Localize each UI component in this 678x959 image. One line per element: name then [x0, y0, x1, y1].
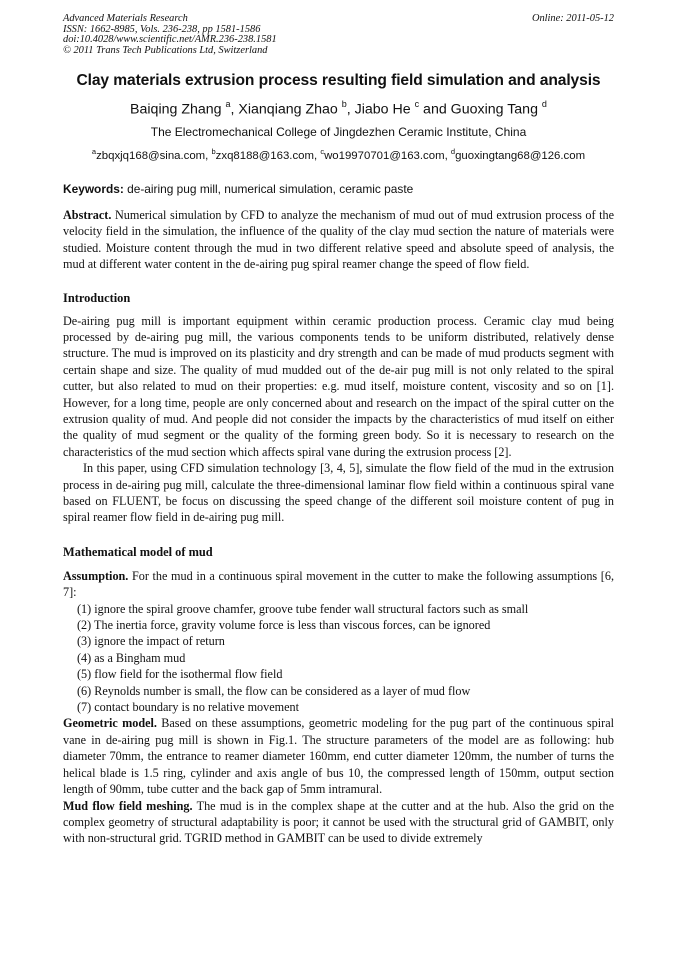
email-address[interactable]: wo19970701@163.com,	[324, 149, 451, 162]
meshing-paragraph	[63, 798, 614, 847]
author-list	[63, 100, 614, 118]
email-marker: a	[91, 147, 97, 157]
assumption-text: For the mud in a continuous spiral movement in the cutter to make the following assumptions [6, 7]:	[63, 568, 614, 600]
assumption-paragraph	[63, 568, 614, 601]
author-marker: c	[414, 99, 420, 110]
introduction-paragraph: In this paper, using CFD simulation technology [3, 4, 5], simulate the flow field of the mud in the extrusion process in de-airing pug mill, calculate the three-dimensional laminar flow field within a continuous spiral vane based on FLUENT, be focus on discussing the speed change of the different soil moisture content of pug in spiral reamer flow field in de-airing pug mill.	[63, 461, 614, 525]
author-marker: d	[541, 99, 547, 110]
online-date: Online: 2011-05-12	[531, 13, 614, 24]
issn-line: ISSN: 1662-8985, Vols. 236-238, pp 1581-1586	[63, 23, 261, 35]
assumption-list	[63, 601, 614, 716]
list-item: (2) The inertia force, gravity volume force is less than viscous forces, can be ignored	[77, 618, 491, 633]
meshing-text: The mud is in the complex shape at the cutter and at the hub. Also the grid on the complex geometry of structural adaptability is poor; it cannot be used with the structural grid of GAMBIT, only with non-structural grid. TGRID method in GAMBIT can be used to divide extremely	[63, 798, 615, 846]
journal-name: Advanced Materials Research	[63, 13, 188, 24]
list-item: (6) Reynolds number is small, the flow can be considered as a layer of mud flow	[77, 683, 471, 698]
geometric-model-label: Geometric model.	[63, 716, 157, 731]
author-name: Guoxing Tang	[450, 102, 538, 119]
author-name: Xianqiang Zhao	[238, 102, 338, 119]
keywords-label: Keywords:	[63, 181, 124, 196]
email-address[interactable]: zxq8188@163.com,	[215, 149, 321, 162]
assumption-label: Assumption.	[63, 568, 129, 583]
email-list	[57, 147, 620, 162]
list-item: (7) contact boundary is no relative movement	[77, 700, 300, 715]
paper-page	[63, 14, 614, 847]
author-separator: ,	[230, 102, 239, 119]
doi-line: doi:10.4028/www.scientific.net/AMR.236-238.1581	[63, 34, 277, 46]
list-item: (5) flow field for the isothermal flow field	[77, 667, 283, 682]
meshing-label: Mud flow field meshing.	[63, 798, 193, 813]
abstract-label: Abstract.	[63, 207, 112, 222]
author-marker: a	[225, 99, 231, 110]
list-item: (3) ignore the impact of return	[77, 634, 225, 649]
author-separator: ,	[346, 102, 355, 119]
keywords	[63, 182, 614, 196]
journal-header	[63, 14, 614, 56]
list-item: (1) ignore the spiral groove chamfer, groove tube fender wall structural factors such as small	[77, 601, 529, 616]
abstract	[63, 207, 614, 273]
geometric-model-paragraph	[63, 715, 614, 797]
list-item: (4) as a Bingham mud	[77, 650, 186, 665]
author-marker: b	[341, 99, 347, 110]
author-name: Jiabo He	[354, 102, 411, 119]
geometric-model-text: Based on these assumptions, geometric modeling for the pug part of the continuous spiral vane in de-airing pug mill is shown in Fig.1. The structure parameters of the model are as following: hub diameter 70mm, the entrance to reamer diameter 160mm, end cutter diameter 120mm, the number of turns the helical blade is 1.5 ring, cylinder and axis angle of bus 10, the compressed length of 150mm, output section length of 90mm, tube cutter and the back gap of 5mm intramural.	[63, 716, 614, 797]
author-name: Baiqing Zhang	[130, 102, 222, 119]
abstract-text: Numerical simulation by CFD to analyze the mechanism of mud out of mud extrusion process of the velocity field in the simulation, the influence of the quality of the clay mud section the nature of materials were studied. Moisture content through the mud in two different relative speed and absolute speed of analysis, the mud at different water content in the de-airing pug spiral reamer change the speed of flow field.	[63, 207, 614, 272]
keywords-text: de-airing pug mill, numerical simulation, ceramic paste	[127, 181, 414, 196]
copyright-line: © 2011 Trans Tech Publications Ltd, Switzerland	[63, 44, 268, 56]
math-model-heading: Mathematical model of mud	[63, 544, 213, 559]
paper-title: Clay materials extrusion process resulting field simulation and analysis	[76, 72, 601, 90]
introduction-heading: Introduction	[63, 290, 131, 305]
introduction-paragraph: De-airing pug mill is important equipment within ceramic production process. Ceramic clay mud being processed by de-airing pug mill, the various components tends to be uniform distributed, relatively dense structure. The mud is improved on its plasticity and dry strength and can be made of mud products segment with certain shape and size. The quality of mud mudded out of the de-air pug mill is not only related to the spiral cutter, but also related to mud on their properties: e.g. mud itself, moisture content, viscosity and so on [1]. However, for a long time, people are only concerned about and research on the impact of the spiral cutter on the extrusion quality of mud. And people did not consider the impacts by the characteristics of mud itself on either the quality of mud segment or the quality of the forming green body. So it is necessary to research on the characteristics of the mud section which affects spiral vane during the extrusion process [2].	[63, 313, 614, 459]
email-marker: b	[211, 147, 216, 157]
author-separator: and	[419, 102, 451, 119]
email-marker: d	[450, 147, 456, 157]
affiliation: The Electromechanical College of Jingdezhen Ceramic Institute, China	[150, 125, 527, 140]
email-marker: c	[320, 147, 325, 157]
email-address[interactable]: guoxingtang68@126.com	[455, 149, 586, 162]
email-address[interactable]: zbqxjq168@sina.com,	[96, 149, 212, 162]
